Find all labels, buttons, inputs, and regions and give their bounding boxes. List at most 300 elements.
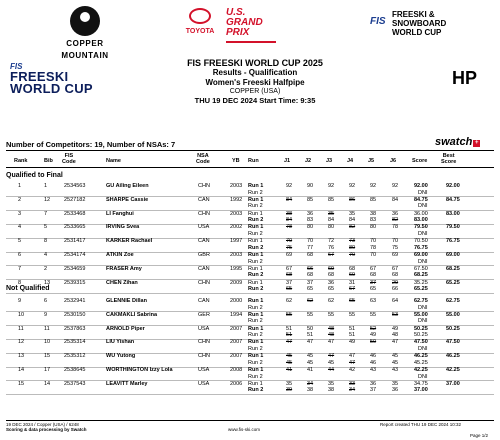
col-best-score-1: Best: [442, 153, 455, 159]
swiss-cross-icon: +: [475, 140, 479, 146]
rank-cell: 11: [18, 325, 24, 332]
judge-score-j1: 67: [286, 265, 293, 272]
col-fis-code-2: Code: [62, 159, 76, 165]
bib-cell: 5: [44, 224, 48, 231]
judge-score-j6: 69: [392, 252, 399, 258]
bib-cell: 1: [44, 183, 48, 189]
judge-score-j4: 65: [349, 298, 356, 304]
fis-code-cell: 2537863: [64, 325, 86, 332]
judge-score-j2: 68: [307, 252, 314, 258]
judge-score-j4: 49: [349, 339, 356, 346]
fis-code-cell: 2535312: [64, 353, 86, 360]
bib-cell: 12: [44, 196, 51, 203]
judge-score-j3: 47: [328, 353, 335, 360]
nsa-code-cell: CAN: [198, 298, 210, 304]
judge-score-j5: 70: [370, 238, 377, 245]
year-of-birth-cell: 1994: [230, 311, 243, 318]
judge-score-j2: 47: [307, 339, 314, 346]
judge-score-j3: 35: [328, 210, 335, 217]
run-score: 92.00: [414, 183, 428, 189]
dni-label: DNI: [418, 203, 428, 210]
col-j2: J2: [305, 158, 312, 164]
judge-score-j3: 48: [328, 332, 335, 339]
col-j5: J5: [368, 158, 375, 164]
col-fis-code-1: FIS: [64, 153, 74, 159]
judge-score-j5: 65: [370, 286, 377, 293]
table-row: [0, 381, 500, 399]
judge-score-j3: 48: [328, 325, 335, 332]
judge-score-j3: 80: [328, 224, 335, 231]
col-j1: J1: [284, 158, 291, 164]
run-label: Run 1: [248, 196, 264, 203]
footer-left-2: Scoring & data processing by Swatch: [6, 427, 87, 432]
col-rank: Rank: [14, 158, 28, 164]
judge-score-j5: 92: [370, 183, 377, 189]
run-label: Run 2: [248, 345, 263, 352]
event-title: FIS FREESKI WORLD CUP 2025: [187, 58, 323, 68]
judge-score-j4: 84: [349, 217, 356, 224]
judge-score-j1: 84: [286, 196, 293, 203]
year-of-birth-cell: 1995: [230, 265, 243, 272]
col-run: Run: [248, 158, 259, 164]
judge-score-j2: 55: [307, 311, 314, 318]
judge-score-j1: 35: [286, 380, 293, 387]
judge-score-j1: 47: [286, 339, 293, 346]
date-line: THU 19 DEC 2024 Start Time: 9:35: [194, 96, 316, 105]
judge-score-j2: 62: [307, 298, 314, 304]
judge-score-j3: 67: [328, 252, 335, 258]
run-score: 68.25: [414, 272, 428, 279]
athlete-name: GLENNIE Dillan: [106, 298, 147, 304]
athlete-name: CAKMAKLI Sabrina: [106, 311, 158, 318]
run-label: Run 1: [248, 325, 264, 332]
judge-score-j5: 63: [370, 298, 377, 304]
swatch-logo: [435, 136, 480, 148]
discipline-title: Women's Freeski Halfpipe: [205, 77, 305, 87]
rank-cell: 4: [18, 224, 22, 231]
judge-score-j1: 37: [286, 279, 293, 286]
run-label: Run 2: [248, 387, 264, 394]
best-score-cell: 69.00: [446, 252, 460, 258]
rank-cell: 6: [18, 252, 22, 258]
judge-score-j3: 76: [328, 244, 335, 251]
title-block: [110, 58, 400, 105]
run-label: Run 1: [248, 298, 264, 304]
judge-score-j1: 70: [286, 238, 293, 245]
athlete-name: ARNOLD Piper: [106, 325, 145, 332]
athlete-name: LIU Yishan: [106, 339, 135, 346]
judge-score-j3: 68: [328, 272, 335, 279]
fis-code-cell: 2535314: [64, 339, 86, 346]
judge-score-j1: 68: [286, 272, 293, 279]
judge-score-j4: 68: [349, 265, 356, 272]
judge-score-j6: 64: [392, 298, 399, 304]
table-row: [0, 280, 500, 298]
judge-score-j5: 36: [370, 380, 377, 387]
run-label: Run 1: [248, 238, 263, 245]
fwc-line-2: WORLD CUP: [10, 81, 93, 96]
judge-score-j2: 65: [307, 286, 314, 293]
discipline-code: HP: [452, 68, 478, 88]
best-score-cell: 55.00: [446, 311, 460, 318]
run-label: Run 1: [248, 353, 264, 360]
judge-score-j4: 35: [349, 210, 356, 217]
best-score-cell: 47.50: [446, 339, 460, 346]
nsa-code-cell: CAN: [198, 265, 210, 272]
judge-score-j4: 51: [349, 332, 356, 339]
run-label: Run 1: [248, 311, 264, 318]
year-of-birth-cell: 2007: [230, 339, 243, 346]
year-of-birth-cell: 2007: [230, 353, 243, 360]
run-score: 76.75: [414, 244, 428, 251]
year-of-birth-cell: 2003: [230, 183, 243, 189]
judge-score-j1: 69: [286, 252, 293, 258]
judge-score-j1: 51: [286, 325, 293, 332]
athlete-name: WU Yutong: [106, 353, 136, 360]
copper-mountain-emblem-icon: [70, 6, 100, 36]
rank-cell: 3: [18, 210, 22, 217]
judge-score-j1: 92: [286, 183, 293, 189]
run-score: 46.25: [414, 353, 428, 360]
copper-mountain-text-1: COPPER: [66, 39, 104, 48]
athlete-name: CHEN Zihan: [106, 279, 138, 286]
best-score-cell: 42.25: [446, 367, 460, 373]
judge-score-j1: 55: [286, 311, 293, 318]
rank-cell: 9: [18, 298, 22, 304]
nsa-code-cell: CAN: [198, 196, 210, 203]
venue: COPPER (USA): [229, 88, 281, 95]
run-score: 50.25: [414, 325, 428, 332]
judge-score-j3: 38: [328, 387, 335, 394]
run-label: Run 2: [248, 230, 263, 237]
athlete-name: ATKIN Zoe: [106, 252, 134, 258]
nsa-code-cell: CAN: [198, 238, 210, 245]
nsa-code-cell: CHN: [198, 183, 210, 189]
fis-code-cell: 2534563: [64, 183, 86, 189]
judge-score-j2: 50: [307, 325, 314, 332]
col-j6: J6: [390, 158, 397, 164]
year-of-birth-cell: 2007: [230, 325, 243, 332]
judge-score-j5: 70: [370, 252, 377, 258]
dni-label: DNI: [418, 345, 428, 352]
judge-score-j4: 86: [349, 196, 356, 203]
run-score: 83.00: [414, 217, 428, 224]
col-bib: Bib: [44, 158, 53, 164]
run-score: 34.75: [414, 380, 428, 387]
fwc-line-1: FREESKI: [10, 69, 69, 84]
year-of-birth-cell: 1997: [230, 238, 243, 245]
col-yb: YB: [232, 158, 240, 164]
bib-cell: 17: [44, 367, 51, 373]
footer-right-1: Report created THU 19 DEC 2024 10:32: [380, 422, 461, 427]
judge-score-j3: 84: [328, 217, 335, 224]
best-score-cell: 37.00: [446, 380, 460, 387]
run-label: Run 1: [248, 252, 264, 258]
run-label: Run 2: [248, 286, 264, 293]
run-score: 45.25: [414, 359, 428, 366]
run-score: 35.25: [414, 279, 428, 286]
best-score-cell: 92.00: [446, 183, 460, 189]
rank-cell: 14: [18, 367, 25, 373]
athlete-name: SHARPE Cassie: [106, 196, 149, 203]
run-score: 36.00: [414, 210, 428, 217]
run-score: 55.00: [414, 311, 428, 318]
col-nsa-code-2: Code: [196, 159, 210, 165]
judge-score-j5: 46: [370, 359, 377, 366]
judge-score-j6: 47: [392, 339, 399, 346]
run-label: Run 2: [248, 373, 263, 380]
rank-cell: 8: [18, 279, 22, 286]
judge-score-j1: 39: [286, 387, 293, 394]
year-of-birth-cell: 2003: [230, 252, 243, 258]
judge-score-j5: 50: [370, 339, 377, 346]
fis-code-cell: 2533665: [64, 224, 86, 231]
judge-score-j6: 45: [392, 359, 399, 366]
judge-score-j4: 33: [349, 380, 356, 387]
nsa-code-cell: GER: [198, 311, 210, 318]
results-title: Results - Qualification: [212, 68, 298, 77]
judge-score-j4: 55: [349, 311, 356, 318]
fs-line-1: FREESKI &: [392, 10, 435, 19]
judge-score-j1: 65: [286, 286, 293, 293]
judge-score-j4: 73: [349, 238, 356, 245]
athlete-name: GU Ailing Eileen: [106, 183, 149, 189]
judge-score-j5: 85: [370, 196, 377, 203]
best-score-cell: 79.50: [446, 224, 460, 231]
judge-score-j1: 45: [286, 359, 293, 366]
judge-score-j5: 55: [370, 311, 377, 318]
judge-score-j6: 92: [392, 183, 399, 189]
nsa-code-cell: GBR: [198, 252, 210, 258]
fs-line-3: WORLD CUP: [392, 28, 442, 37]
judge-score-j1: 84: [286, 217, 293, 224]
judge-score-j6: 29: [392, 279, 399, 286]
run-label: Run 2: [248, 359, 263, 366]
best-score-cell: 83.00: [446, 210, 460, 217]
col-name: Name: [106, 158, 121, 164]
judge-score-j6: 67: [392, 265, 399, 272]
judge-score-j5: 38: [370, 210, 377, 217]
judge-score-j6: 68: [392, 272, 399, 279]
judge-score-j3: 47: [328, 339, 335, 346]
run-label: Run 2: [248, 203, 263, 210]
col-best-score-2: Score: [441, 159, 457, 165]
judge-score-j3: 65: [328, 286, 335, 293]
rank-cell: 13: [18, 353, 25, 360]
header-rule-top: [6, 150, 494, 151]
judge-score-j4: 42: [349, 367, 356, 373]
judge-score-j2: 36: [307, 210, 314, 217]
best-score-cell: 62.75: [446, 298, 460, 304]
judge-score-j4: 34: [349, 387, 356, 394]
judge-score-j1: 51: [286, 332, 293, 339]
judge-score-j6: 36: [392, 387, 399, 394]
col-best-score: [441, 153, 456, 165]
judge-score-j6: 53: [392, 311, 399, 318]
header-rule-bottom: [6, 167, 494, 168]
col-nsa-code: [196, 153, 210, 165]
nsa-code-cell: USA: [198, 224, 210, 231]
judge-score-j6: 82: [392, 217, 399, 224]
fs-line-2: SNOWBOARD: [392, 19, 447, 28]
judge-score-j2: 45: [307, 359, 314, 366]
judge-score-j5: 49: [370, 332, 377, 339]
judge-score-j4: 82: [349, 224, 356, 231]
run-label: Run 1: [248, 210, 263, 217]
rank-cell: 15: [18, 380, 25, 387]
bib-cell: 15: [44, 353, 51, 360]
run-score: 67.50: [414, 265, 428, 272]
judge-score-j5: 83: [370, 217, 377, 224]
bib-cell: 8: [44, 238, 48, 245]
run-label: Run 2: [248, 244, 264, 251]
judge-score-j6: 36: [392, 210, 399, 217]
run-label: Run 2: [248, 258, 263, 265]
judge-score-j5: 43: [370, 367, 377, 373]
judge-score-j6: 49: [392, 325, 399, 332]
toyota-logo: [176, 8, 224, 35]
judge-score-j4: 31: [349, 279, 356, 286]
judge-score-j6: 70: [392, 238, 399, 245]
competitors-line: Number of Competitors: 19, Number of NSAs: 7: [6, 140, 176, 149]
col-j3: J3: [326, 158, 333, 164]
toyota-emblem-icon: [189, 8, 211, 24]
bib-cell: 9: [44, 311, 48, 318]
nsa-code-cell: CHN: [198, 279, 210, 286]
footer-rule: [6, 420, 494, 421]
bib-cell: 6: [44, 298, 48, 304]
judge-score-j5: 78: [370, 244, 377, 251]
run-score: 79.50: [414, 224, 428, 231]
best-score-cell: 76.75: [446, 238, 460, 245]
bib-cell: 7: [44, 210, 48, 217]
judge-score-j5: 68: [370, 272, 377, 279]
judge-score-j1: 38: [286, 210, 293, 217]
judge-score-j1: 41: [286, 367, 293, 373]
judge-score-j2: 66: [307, 265, 314, 272]
judge-score-j5: 80: [370, 224, 377, 231]
judge-score-j1: 45: [286, 353, 293, 360]
best-score-cell: 68.25: [446, 265, 460, 272]
copper-mountain-logo: [50, 6, 120, 60]
best-score-cell: 84.75: [446, 196, 460, 203]
judge-score-j4: 80: [349, 244, 356, 251]
judge-score-j6: 75: [392, 244, 399, 251]
bib-cell: 13: [44, 279, 51, 286]
us-grand-prix-text: [226, 8, 281, 43]
judge-score-j1: 75: [286, 244, 293, 251]
run-label: Run 2: [248, 332, 263, 339]
judge-score-j3: 85: [328, 196, 335, 203]
judge-score-j3: 72: [328, 238, 335, 245]
best-score-cell: 50.25: [446, 325, 460, 332]
fis-mark: FIS: [370, 16, 386, 27]
fis-code-cell: 2539315: [64, 279, 86, 286]
freeski-world-cup-logo: [10, 62, 100, 95]
judge-score-j6: 84: [392, 196, 399, 203]
run-score: 37.00: [414, 387, 428, 394]
rank-cell: 1: [18, 183, 22, 189]
usgp-line-1: U.S.: [226, 7, 246, 18]
run-score: 69.00: [414, 252, 428, 258]
judge-score-j2: 51: [307, 332, 314, 339]
athlete-name: LEAVITT Marley: [106, 380, 148, 387]
run-label: Run 2: [248, 304, 263, 311]
rank-cell: 7: [18, 265, 22, 272]
judge-score-j1: 62: [286, 298, 293, 304]
run-score: 47.50: [414, 339, 428, 346]
section-qualified: Qualified to Final: [6, 172, 63, 179]
judge-score-j4: 92: [349, 183, 356, 189]
judge-score-j2: 45: [307, 353, 314, 360]
run-label: Run 1: [248, 265, 263, 272]
run-label: Run 1: [248, 183, 264, 189]
fis-code-cell: 2538645: [64, 367, 86, 373]
nsa-code-cell: CHN: [198, 210, 210, 217]
run-label: Run 1: [248, 339, 264, 346]
fis-code-cell: 2534174: [64, 252, 86, 258]
fis-code-cell: 2531417: [64, 238, 86, 245]
athlete-name: KARKER Rachael: [106, 238, 153, 245]
bib-cell: 14: [44, 380, 51, 387]
nsa-code-cell: USA: [198, 325, 210, 332]
judge-score-j5: 46: [370, 353, 377, 360]
col-nsa-code-1: NSA: [197, 153, 209, 159]
judge-score-j2: 90: [307, 183, 314, 189]
rank-cell: 5: [18, 238, 22, 245]
judge-score-j2: 70: [307, 238, 314, 245]
judge-score-j5: 67: [370, 265, 377, 272]
run-label: Run 2: [248, 217, 264, 224]
nsa-code-cell: USA: [198, 367, 210, 373]
judge-score-j2: 85: [307, 196, 314, 203]
fis-code-cell: 2533468: [64, 210, 86, 217]
fis-code-cell: 2532941: [64, 298, 86, 304]
toyota-us-grand-prix-logo: [176, 8, 281, 48]
run-score: 42.25: [414, 367, 428, 373]
judge-score-j5: 37: [370, 387, 377, 394]
nsa-code-cell: CHN: [198, 339, 210, 346]
footer-left-1: 19 DEC 2024 / Copper (USA) / 6248: [6, 422, 79, 427]
run-label: Run 1: [248, 279, 263, 286]
dni-label: DNI: [418, 189, 428, 196]
fis-code-cell: 2534659: [64, 265, 86, 272]
row-divider: [6, 293, 494, 294]
fis-code-cell: 2530150: [64, 311, 86, 318]
judge-score-j6: 45: [392, 353, 399, 360]
judge-score-j2: 38: [307, 387, 314, 394]
judge-score-j3: 92: [328, 183, 335, 189]
freeski-snowboard-text: [392, 10, 446, 37]
judge-score-j4: 69: [349, 272, 356, 279]
run-score: 62.75: [414, 298, 428, 304]
judge-score-j3: 55: [328, 311, 335, 318]
usgp-underline: [226, 41, 276, 43]
year-of-birth-cell: 2006: [230, 380, 243, 387]
judge-score-j3: 62: [328, 298, 335, 304]
judge-score-j4: 51: [349, 325, 356, 332]
judge-score-j2: 68: [307, 272, 314, 279]
row-divider: [6, 394, 494, 395]
judge-score-j5: 52: [370, 325, 377, 332]
run-score: 84.75: [414, 196, 428, 203]
judge-score-j2: 83: [307, 217, 314, 224]
bib-cell: 10: [44, 339, 51, 346]
usgp-line-2: GRAND: [226, 17, 263, 28]
dni-label: DNI: [418, 258, 428, 265]
run-score: 70.50: [414, 238, 428, 245]
nsa-code-cell: CHN: [198, 353, 210, 360]
